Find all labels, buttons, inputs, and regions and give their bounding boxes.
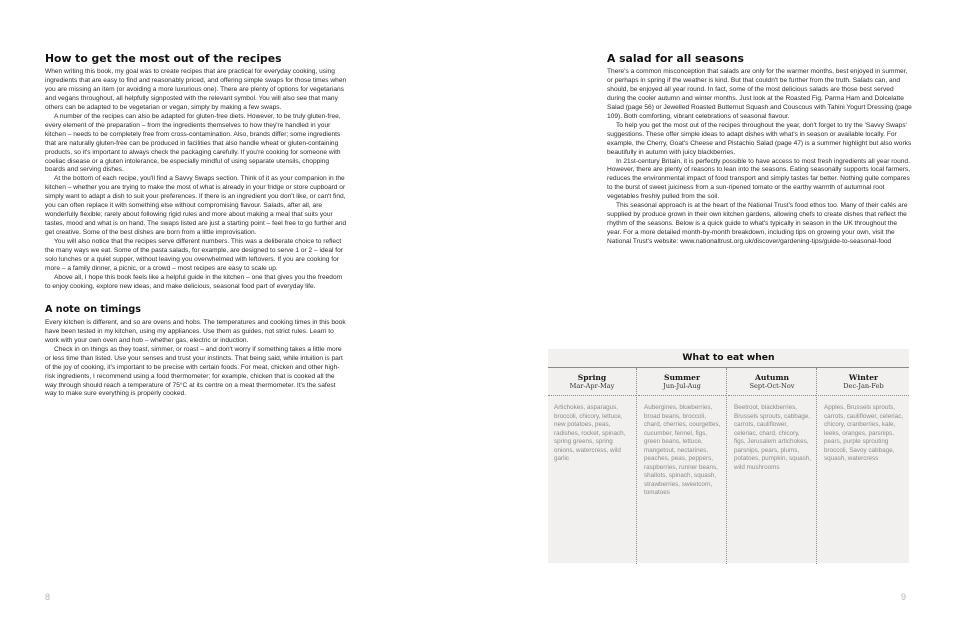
seasons-paragraph-3: In 21st-century Britain, it is perfectly possible to have access to most fresh ingredients all year round. However, there are plenty of reasons to lean into the seasons. Eating seasonally supports local farmers, reduces the environmental impact of food transport and simply tastes far better. Nothing quite compares to the burst of sweet juiciness from a sun-ripened tomato or the earthy warmth of autumnal root vegetables freshly pulled from the soil.: [607, 157, 911, 201]
timings-heading: A note on timings: [45, 303, 141, 315]
season-foods: Apples, Brussels sprouts, carrots, cauliflower, celeriac, chicory, cranberries, kale, leeks, oranges, parsnips, pears, purple sprouting broccoli, Savoy cabbage, squash, watercress: [824, 404, 904, 462]
savvy-swaps-paragraph: At the bottom of each recipe, you'll find a Savvy Swaps section. Think of it as your companion in the kitchen – whether you are trying to make the most of what is already in your fridge or store cupboard or simply want to adapt a dish to suit your preferences. If there is an ingredient you don't like, or can't find, you can often replace it with something else without compromising flavour. Salads, after all, are wonderfully flexible; rarely about following rigid rules and more about making a meal that suits your tastes, mood and what is on hand. The swaps listed are just a starting point – feel free to go further and get creative. Some of the best dishes are born from a little improvisation.: [45, 175, 347, 237]
season-column-spring: [548, 368, 637, 564]
season-column-winter: [818, 368, 909, 564]
seasons-heading: A salad for all seasons: [607, 52, 744, 65]
left-column: [45, 52, 347, 399]
season-foods: Aubergines, blueberries, broad beans, broccoli, chard, cherries, courgettes, cucumber, fennel, figs, green beans, lettuce, mangetout, nectarines, peaches, peas, peppers, raspberries, runner beans, shallots, spinach, squash, strawberries, sweetcorn, tomatoes: [644, 404, 721, 496]
recipes-heading: How to get the most out of the recipes: [45, 52, 282, 65]
intro-paragraph: When writing this book, my goal was to create recipes that are practical for everyday cooking, using ingredients that are easy to find and reasonably priced, and offering simple swaps for those times when you are missing an item (or avoiding a more luxurious one). There are plenty of options for vegetarians and vegans throughout, all helpfully signposted with the relevant symbol. You will also see that many others can be adapted to be vegetarian or vegan, simply by making a few swaps.: [45, 68, 347, 111]
season-header: [548, 368, 636, 396]
season-name: Autumn: [755, 373, 789, 382]
season-months: Dec-Jan-Feb: [843, 382, 884, 390]
season-foods: Artichokes, asparagus, broccoli, chicory, lettuce, new potatoes, peas, radishes, rocket, spinach, spring greens, spring onions, watercress, wild garlic: [554, 404, 626, 462]
season-name: Spring: [577, 373, 607, 382]
servings-paragraph: You will also notice that the recipes serve different numbers. This was a deliberate choice to reflect the many ways we eat. Some of the pasta salads, for example, are designed to serve 1 or 2 – ideal for solo lunches or a quiet supper, without leaving you overwhelmed with leftovers. If you are cooking for more – a family dinner, a picnic, or a crowd – most recipes are easy to scale up.: [45, 238, 343, 272]
season-name: Winter: [848, 373, 879, 382]
season-column-autumn: [728, 368, 817, 564]
closing-paragraph: Above all, I hope this book feels like a helpful guide in the kitchen – one that gives you the freedom to enjoy cooking, explore new ideas, and make delicious, seasonal food part of everyday life.: [45, 273, 343, 290]
season-name: Summer: [664, 373, 700, 382]
right-column: [607, 52, 912, 247]
season-foods: Beetroot, blackberries, Brussels sprouts, cabbage, carrots, cauliflower, celeriac, chard, chicory, figs, Jerusalem artichokes, parsnips, pears, plums, potatoes, pumpkin, squash, wild mushrooms: [734, 404, 812, 471]
page-number-right: 9: [901, 592, 907, 602]
season-months: Jun-Jul-Aug: [663, 382, 701, 390]
page-number-left: 8: [45, 592, 51, 602]
season-months: Mar-Apr-May: [569, 382, 615, 390]
left-page: [0, 0, 478, 622]
season-header: [638, 368, 726, 396]
season-header: [818, 368, 909, 396]
timings-paragraph-2: Check in on things as they toast, simmer, or roast – and don't worry if something takes a little more or less time than listed. Use your senses and trust your instincts. That being said, while intuition is part of the joy of cooking, it's important to be precise with certain foods. For meat, chicken and other high-risk ingredients, I recommend using a food thermometer; for example, chicken that is cooked all the way through should reach a temperature of 75°C at its centre on a meat thermometer. It's the safest way to make sure everything is properly cooked.: [45, 345, 343, 398]
season-table-box: [548, 349, 909, 563]
seasons-paragraph-2: To help you get the most out of the recipes throughout the year, don't forget to try the 'Savvy Swaps' suggestions. These offer simple ideas to adapt dishes with what's in season or available locally. For example, the Cherry, Goat's Cheese and Pistachio Salad (page 47) is a summer highlight but also works beautifully in autumn with juicy blackberries.: [607, 121, 912, 156]
season-months: Sept-Oct-Nov: [749, 382, 795, 390]
seasons-paragraph-1: There's a common misconception that salads are only for the warmer months, best enjoyed in summer, or perhaps in spring if the weather is kind. But that couldn't be further from the truth. Salads can, and should, be enjoyed all year round. In fact, some of the most delicious salads are those best served during the cooler autumn and winter months. Just look at the Roasted Fig, Parma Ham and Dolcelatte Salad (page 56) or Jewelled Roasted Butternut Squash and Couscous with Tahini Yogurt Dressing (page 109). Both comforting, vibrant celebrations of seasonal flavour.: [607, 68, 912, 120]
season-table: [548, 367, 909, 564]
gluten-free-paragraph: A number of the recipes can also be adapted for gluten-free diets. However, to be truly gluten-free, every element of the preparation – from the ingredients themselves to how they're handled in your kitchen – needs to be completely free from cross-contamination. Also, brands differ; some ingredients that are naturally gluten-free can be produced in facilities that also handle wheat or gluten-containing products, so it's important to always check the packaging carefully. If you're cooking for someone with coeliac disease or a gluten intolerance, be especially mindful of using separate utensils, chopping boards and serving dishes.: [45, 112, 341, 174]
seasons-paragraph-4: This seasonal approach is at the heart of the National Trust's food ethos too. Many of their cafés are supplied by produce grown in their own kitchen gardens, allowing chefs to create dishes that reflect the rhythm of the seasons. Below is a quick guide to what's typically in season in the UK throughout the year. For a more detailed month-by-month breakdown, including tips on growing your own, visit the National Trust's website: www.nationaltrust.org.uk/discover/gardening-tips/guide-to-seasonal-food: [607, 202, 908, 246]
season-table-title: What to eat when: [682, 352, 775, 363]
season-column-summer: [638, 368, 727, 564]
season-header: [728, 368, 816, 396]
timings-paragraph-1: Every kitchen is different, and so are ovens and hobs. The temperatures and cooking times in this book have been tested in my kitchen, using my appliances. Use them as guides, not strict rules. Learn to work with your own oven and hob – whether gas, electric or induction.: [45, 318, 346, 344]
